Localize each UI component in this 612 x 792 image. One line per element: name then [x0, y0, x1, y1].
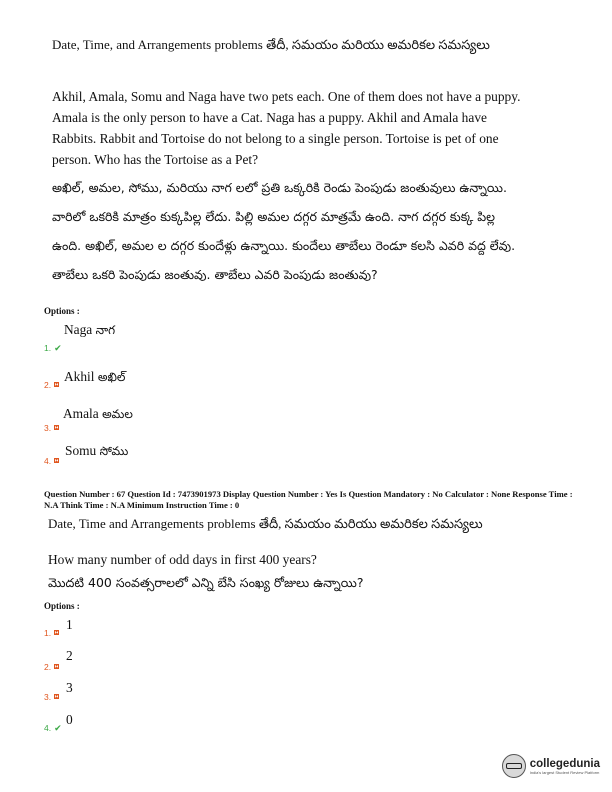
option-text: 2 [66, 648, 73, 663]
cross-icon [54, 458, 59, 463]
option-marker: 1. ✔ [44, 343, 62, 354]
question-text-telugu: మొదటి 400 సంవత్సరాలలో ఎన్ని బేసి సంఖ్య రోజులు ఉన్నాయి? [48, 575, 364, 590]
question-text-english: Akhil, Amala, Somu and Naga have two pets each. One of them does not have a puppy. Amala is the only person to have a Cat. Naga has a puppy. Akhil and Amala have Rabbits. Rabbit and Tortoise do not belong to a single person. Tortoise is pet of one person. Who has the Tortoise as a Pet? [52, 89, 521, 167]
question-text-telugu: అఖిల్, అమల, సోము, మరియు నాగ లలో ప్రతి ఒక్కరికి రెండు పెంపుడు జంతువులు ఉన్నాయి. వారిలో ఒకరికి మాత్రం కుక్కపిల్ల లేదు. పిల్లి అమల దగ్గర మాత్రమే ఉంది. నాగ దగ్గర కుక్క పిల్ల ఉంది. అఖిల్, అమల ల దగ్గర కుందేళ్లు ఉన్నాయి. కుందేలు తాబేలు రెండూ కలసి ఎవరి వద్ద లేవు. తాబేలు ఒకరి పెంపుడు జంతువు. తాబేలు ఎవరి పెంపుడు జంతువు? [52, 180, 516, 282]
cross-icon [54, 425, 59, 430]
option-text: Akhil అఖిల్ [64, 369, 126, 384]
options-label: Options : [44, 306, 80, 316]
option-marker: 3. [44, 418, 59, 436]
logo-name: collegedunia [529, 757, 600, 770]
cross-icon [54, 382, 59, 387]
check-icon: ✔ [54, 724, 62, 734]
option-text: Naga నాగ [64, 322, 116, 337]
cross-icon [54, 694, 59, 699]
option-marker: 4. [44, 451, 59, 469]
brand-logo [502, 754, 600, 778]
check-icon: ✔ [54, 344, 62, 354]
section-heading: Date, Time, and Arrangements problems తేదీ, సమయం మరియు అమరికల సమస్యలు [52, 37, 490, 52]
logo-tagline: India's largest Student Review Platform [529, 769, 600, 775]
option-text: Amala అమల [63, 406, 133, 421]
option-marker: 2. [44, 375, 59, 393]
option-text: 3 [66, 680, 73, 695]
question-text-english: How many number of odd days in first 400 years? [48, 552, 317, 567]
option-marker: 2. [44, 657, 59, 675]
logo-mascot-icon [502, 754, 526, 778]
option-marker: 4. ✔ [44, 723, 62, 734]
options-label: Options : [44, 601, 80, 611]
option-text: Somu సోము [65, 443, 129, 458]
cross-icon [54, 664, 59, 669]
question-meta: Question Number : 67 Question Id : 7473901973 Display Question Number : Yes Is Question Mandatory : No Calculator : None Response Time : N.A Think Time : N.A Minimum Instruction Time : 0 [44, 489, 573, 510]
option-marker: 3. [44, 687, 59, 705]
option-text: 1 [66, 617, 73, 632]
option-text: 0 [66, 712, 73, 727]
section-heading: Date, Time and Arrangements problems తేదీ, సమయం మరియు అమరికల సమస్యలు [48, 516, 483, 531]
cross-icon [54, 630, 59, 635]
option-marker: 1. [44, 623, 59, 641]
